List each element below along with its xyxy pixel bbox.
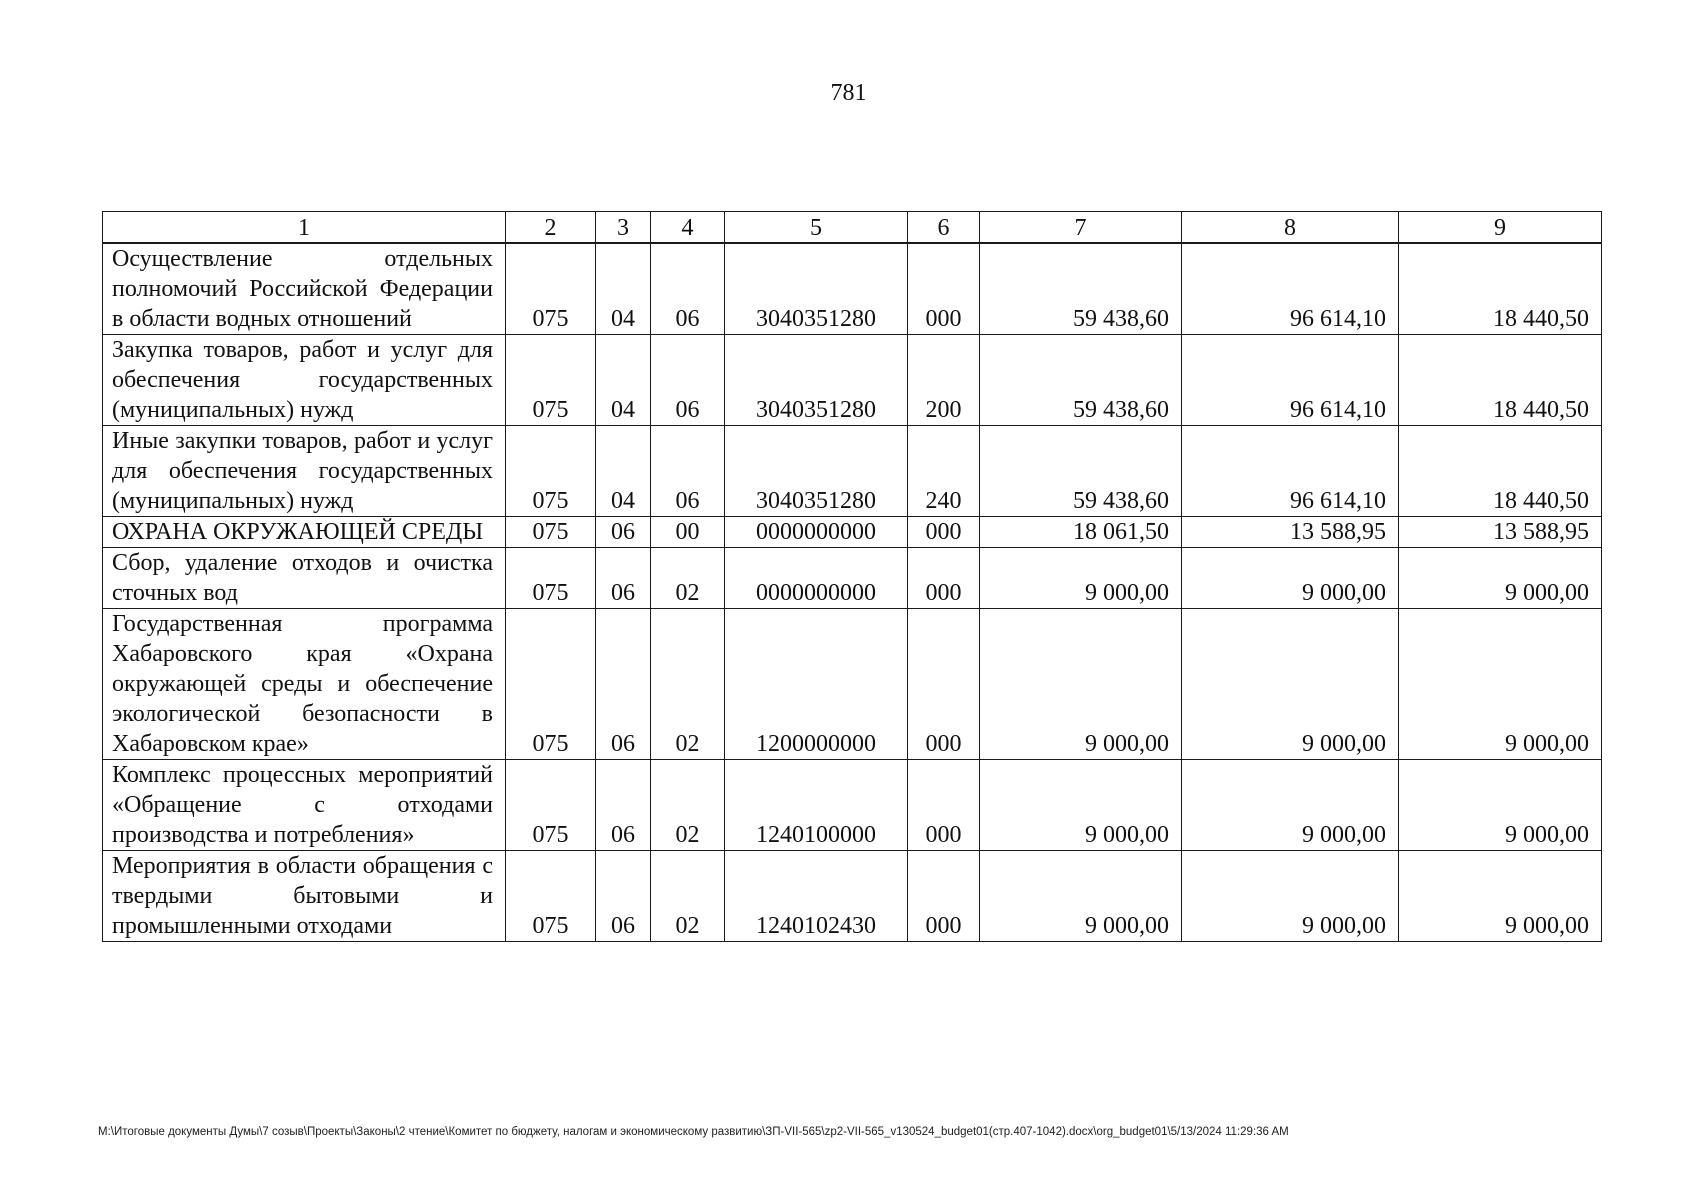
table-row bbox=[103, 760, 1602, 851]
cell-section-code: 06 bbox=[596, 548, 651, 609]
cell-amount-9: 13 588,95 bbox=[1399, 517, 1602, 548]
footer-file-path: М:\Итоговые документы Думы\7 созыв\Проекты\Законы\2 чтение\Комитет по бюджету, налогам и экономическому развитию\ЗП-VII-565\zp2-VII-565_v130524_budget01(стр.407-1042).docx\org_budget01\5/13/2024 11:29:36 AM bbox=[98, 1126, 1289, 1138]
cell-section-code: 04 bbox=[596, 335, 651, 426]
cell-ministry-code: 075 bbox=[506, 760, 596, 851]
cell-expense-type: 000 bbox=[908, 609, 980, 760]
table-row bbox=[103, 548, 1602, 609]
cell-expense-type: 200 bbox=[908, 335, 980, 426]
table-header-row bbox=[103, 212, 1602, 244]
cell-ministry-code: 075 bbox=[506, 426, 596, 517]
row-name: Осуществление отдельных полномочий Российской Федерации в области водных отношений bbox=[103, 243, 506, 335]
cell-expense-type: 000 bbox=[908, 851, 980, 942]
cell-amount-9: 9 000,00 bbox=[1399, 760, 1602, 851]
cell-section-code: 06 bbox=[596, 609, 651, 760]
cell-amount-9: 9 000,00 bbox=[1399, 851, 1602, 942]
column-header: 6 bbox=[908, 212, 980, 244]
cell-expense-type: 000 bbox=[908, 548, 980, 609]
cell-amount-9: 18 440,50 bbox=[1399, 426, 1602, 517]
cell-amount-8: 9 000,00 bbox=[1182, 851, 1399, 942]
cell-subsection-code: 06 bbox=[651, 243, 725, 335]
row-name: Сбор, удаление отходов и очистка сточных вод bbox=[103, 548, 506, 609]
cell-amount-9: 18 440,50 bbox=[1399, 243, 1602, 335]
cell-amount-9: 9 000,00 bbox=[1399, 609, 1602, 760]
cell-section-code: 04 bbox=[596, 426, 651, 517]
cell-target-code: 3040351280 bbox=[725, 426, 908, 517]
row-name: Мероприятия в области обращения с твердыми бытовыми и промышленными отходами bbox=[103, 851, 506, 942]
column-header: 9 bbox=[1399, 212, 1602, 244]
column-header: 7 bbox=[980, 212, 1182, 244]
column-header: 8 bbox=[1182, 212, 1399, 244]
column-header: 3 bbox=[596, 212, 651, 244]
column-header: 2 bbox=[506, 212, 596, 244]
cell-subsection-code: 06 bbox=[651, 426, 725, 517]
cell-target-code: 1240100000 bbox=[725, 760, 908, 851]
row-name: Государственная программа Хабаровского края «Охрана окружающей среды и обеспечение экологической безопасности в Хабаровском крае» bbox=[103, 609, 506, 760]
budget-table bbox=[102, 211, 1602, 942]
column-header: 1 bbox=[103, 212, 506, 244]
cell-target-code: 1200000000 bbox=[725, 609, 908, 760]
cell-ministry-code: 075 bbox=[506, 609, 596, 760]
cell-amount-8: 9 000,00 bbox=[1182, 548, 1399, 609]
cell-expense-type: 000 bbox=[908, 243, 980, 335]
cell-ministry-code: 075 bbox=[506, 517, 596, 548]
cell-target-code: 3040351280 bbox=[725, 335, 908, 426]
cell-subsection-code: 02 bbox=[651, 548, 725, 609]
cell-expense-type: 240 bbox=[908, 426, 980, 517]
column-header: 4 bbox=[651, 212, 725, 244]
row-name: ОХРАНА ОКРУЖАЮЩЕЙ СРЕДЫ bbox=[103, 517, 506, 548]
row-name: Иные закупки товаров, работ и услуг для обеспечения государственных (муниципальных) нужд bbox=[103, 426, 506, 517]
cell-expense-type: 000 bbox=[908, 760, 980, 851]
cell-subsection-code: 02 bbox=[651, 851, 725, 942]
cell-amount-7: 9 000,00 bbox=[980, 548, 1182, 609]
page-number: 781 bbox=[830, 80, 867, 106]
table-row bbox=[103, 851, 1602, 942]
cell-subsection-code: 06 bbox=[651, 335, 725, 426]
cell-amount-8: 13 588,95 bbox=[1182, 517, 1399, 548]
cell-amount-7: 9 000,00 bbox=[980, 851, 1182, 942]
cell-target-code: 0000000000 bbox=[725, 548, 908, 609]
cell-amount-7: 9 000,00 bbox=[980, 609, 1182, 760]
cell-ministry-code: 075 bbox=[506, 548, 596, 609]
cell-subsection-code: 02 bbox=[651, 609, 725, 760]
table-row bbox=[103, 426, 1602, 517]
row-name: Закупка товаров, работ и услуг для обеспечения государственных (муниципальных) нужд bbox=[103, 335, 506, 426]
table-row bbox=[103, 335, 1602, 426]
cell-amount-7: 18 061,50 bbox=[980, 517, 1182, 548]
cell-expense-type: 000 bbox=[908, 517, 980, 548]
table-row bbox=[103, 517, 1602, 548]
cell-subsection-code: 02 bbox=[651, 760, 725, 851]
cell-section-code: 04 bbox=[596, 243, 651, 335]
cell-amount-7: 9 000,00 bbox=[980, 760, 1182, 851]
cell-amount-9: 18 440,50 bbox=[1399, 335, 1602, 426]
cell-amount-8: 96 614,10 bbox=[1182, 335, 1399, 426]
cell-ministry-code: 075 bbox=[506, 851, 596, 942]
cell-amount-7: 59 438,60 bbox=[980, 426, 1182, 517]
row-name: Комплекс процессных мероприятий «Обращение с отходами производства и потребления» bbox=[103, 760, 506, 851]
cell-section-code: 06 bbox=[596, 517, 651, 548]
cell-amount-7: 59 438,60 bbox=[980, 335, 1182, 426]
cell-amount-8: 96 614,10 bbox=[1182, 426, 1399, 517]
column-header: 5 bbox=[725, 212, 908, 244]
cell-subsection-code: 00 bbox=[651, 517, 725, 548]
cell-target-code: 3040351280 bbox=[725, 243, 908, 335]
cell-amount-8: 9 000,00 bbox=[1182, 609, 1399, 760]
cell-section-code: 06 bbox=[596, 851, 651, 942]
cell-ministry-code: 075 bbox=[506, 243, 596, 335]
cell-target-code: 1240102430 bbox=[725, 851, 908, 942]
cell-amount-8: 9 000,00 bbox=[1182, 760, 1399, 851]
cell-target-code: 0000000000 bbox=[725, 517, 908, 548]
table-row bbox=[103, 609, 1602, 760]
cell-ministry-code: 075 bbox=[506, 335, 596, 426]
cell-section-code: 06 bbox=[596, 760, 651, 851]
cell-amount-9: 9 000,00 bbox=[1399, 548, 1602, 609]
table-row bbox=[103, 243, 1602, 335]
cell-amount-7: 59 438,60 bbox=[980, 243, 1182, 335]
cell-amount-8: 96 614,10 bbox=[1182, 243, 1399, 335]
